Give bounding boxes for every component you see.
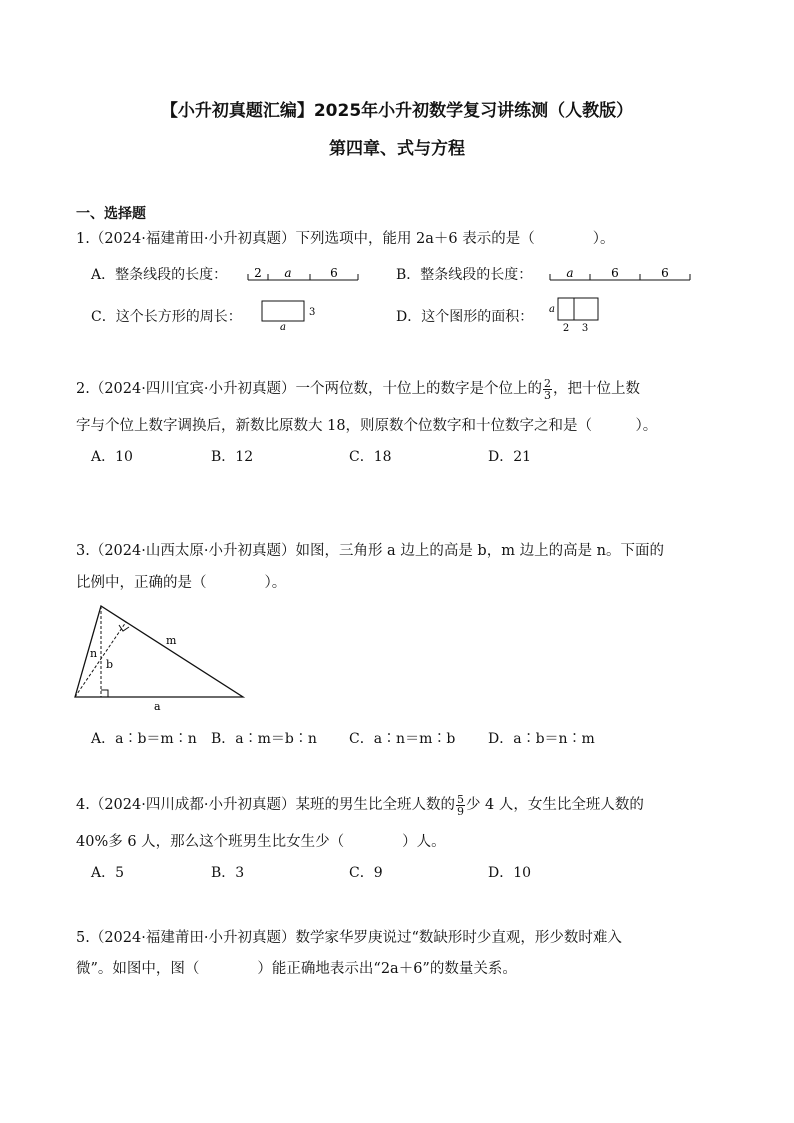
q4-fraction-denominator: 9 (456, 804, 464, 818)
q1-option-b-label: B．整条线段的长度： (396, 267, 533, 283)
q1-option-c-rectangle (258, 298, 318, 332)
q3-option-a: A．a∶b＝m∶n (91, 731, 197, 747)
q3-label-n: n (90, 647, 98, 660)
q1-option-c-label: C．这个长方形的周长： (91, 309, 242, 325)
q1-a-seg-3: 6 (330, 266, 338, 280)
q1-b-seg-1: a (566, 266, 574, 280)
q3-label-a: a (154, 700, 161, 713)
q2-fraction-denominator: 3 (543, 388, 551, 402)
q1-option-d-label: D．这个图形的面积： (396, 309, 534, 325)
q2-line-1-part-b: ，把十位上数 (552, 381, 640, 397)
q2-fraction (543, 378, 552, 401)
q3-label-m: m (166, 634, 177, 647)
q1-b-seg-2: 6 (611, 266, 619, 280)
document-title: 【小升初真题汇编】2025年小升初数学复习讲练测（人教版） (160, 101, 634, 121)
q4-option-c: C．9 (349, 865, 383, 881)
q1-c-height-label: 3 (309, 307, 316, 318)
q1-b-seg-3: 6 (661, 266, 669, 280)
q2-option-b: B．12 (211, 449, 254, 465)
question-3-line-2: 比例中，正确的是（ ）。 (76, 575, 287, 591)
q3-option-c: C．a∶n＝m∶b (349, 731, 456, 747)
q2-fraction-numerator: 2 (543, 376, 551, 390)
q4-fraction-numerator: 5 (456, 792, 464, 806)
q1-option-a-segment (244, 262, 364, 284)
section-title: 一、选择题 (76, 206, 146, 222)
q1-d-w1-label: 2 (562, 323, 570, 334)
q4-option-b: B．3 (211, 865, 245, 881)
question-1-stem: 1.（2024·福建莆田·小升初真题）下列选项中，能用 2a＋6 表示的是（ ）。 (76, 231, 615, 247)
q1-a-seg-2: a (284, 266, 292, 280)
q1-c-width-label: a (280, 322, 286, 332)
question-2-line-1 (76, 377, 640, 401)
q4-line-1-part-a: 4.（2024·四川成都·小升初真题）某班的男生比全班人数的 (76, 797, 455, 813)
question-4-line-1 (76, 793, 644, 817)
q1-option-b-segment (546, 262, 696, 284)
question-5-line-2: 微”。如图中，图（ ）能正确地表示出“2a＋6”的数量关系。 (76, 961, 517, 977)
q4-fraction (456, 794, 465, 817)
q3-option-b: B．a∶m＝b∶n (211, 731, 317, 747)
q1-d-side-label: a (549, 304, 555, 315)
q2-option-c: C．18 (349, 449, 392, 465)
q2-line-1-part-a: 2.（2024·四川宜宾·小升初真题）一个两位数，十位上的数字是个位上的 (76, 381, 542, 397)
question-3-line-1: 3.（2024·山西太原·小升初真题）如图，三角形 a 边上的高是 b，m 边上的高是 n。下面的 (76, 543, 665, 559)
q3-label-b: b (106, 658, 114, 671)
q1-a-seg-1: 2 (254, 266, 262, 280)
q1-option-a-label: A．整条线段的长度： (91, 267, 228, 283)
question-5-line-1: 5.（2024·福建莆田·小升初真题）数学家华罗庚说过“数缺形时少直观，形少数时难入 (76, 930, 622, 946)
q2-option-d: D．21 (488, 449, 532, 465)
question-2-line-2: 字与个位上数字调换后，新数比原数大 18，则原数个位数字和十位数字之和是（ ）。 (76, 418, 658, 434)
q2-option-a: A．10 (91, 449, 133, 465)
q3-option-d: D．a∶b＝n∶m (488, 731, 595, 747)
q4-option-a: A．5 (91, 865, 125, 881)
chapter-title: 第四章、式与方程 (329, 139, 465, 159)
q3-triangle-figure (70, 600, 250, 715)
q1-d-w2-label: 3 (581, 323, 589, 334)
q4-option-d: D．10 (488, 865, 532, 881)
q4-line-1-part-b: 少 4 人，女生比全班人数的 (465, 797, 644, 813)
question-4-line-2: 40%多 6 人，那么这个班男生比女生少（ ）人。 (76, 834, 446, 850)
q1-option-d-figure (546, 296, 606, 334)
